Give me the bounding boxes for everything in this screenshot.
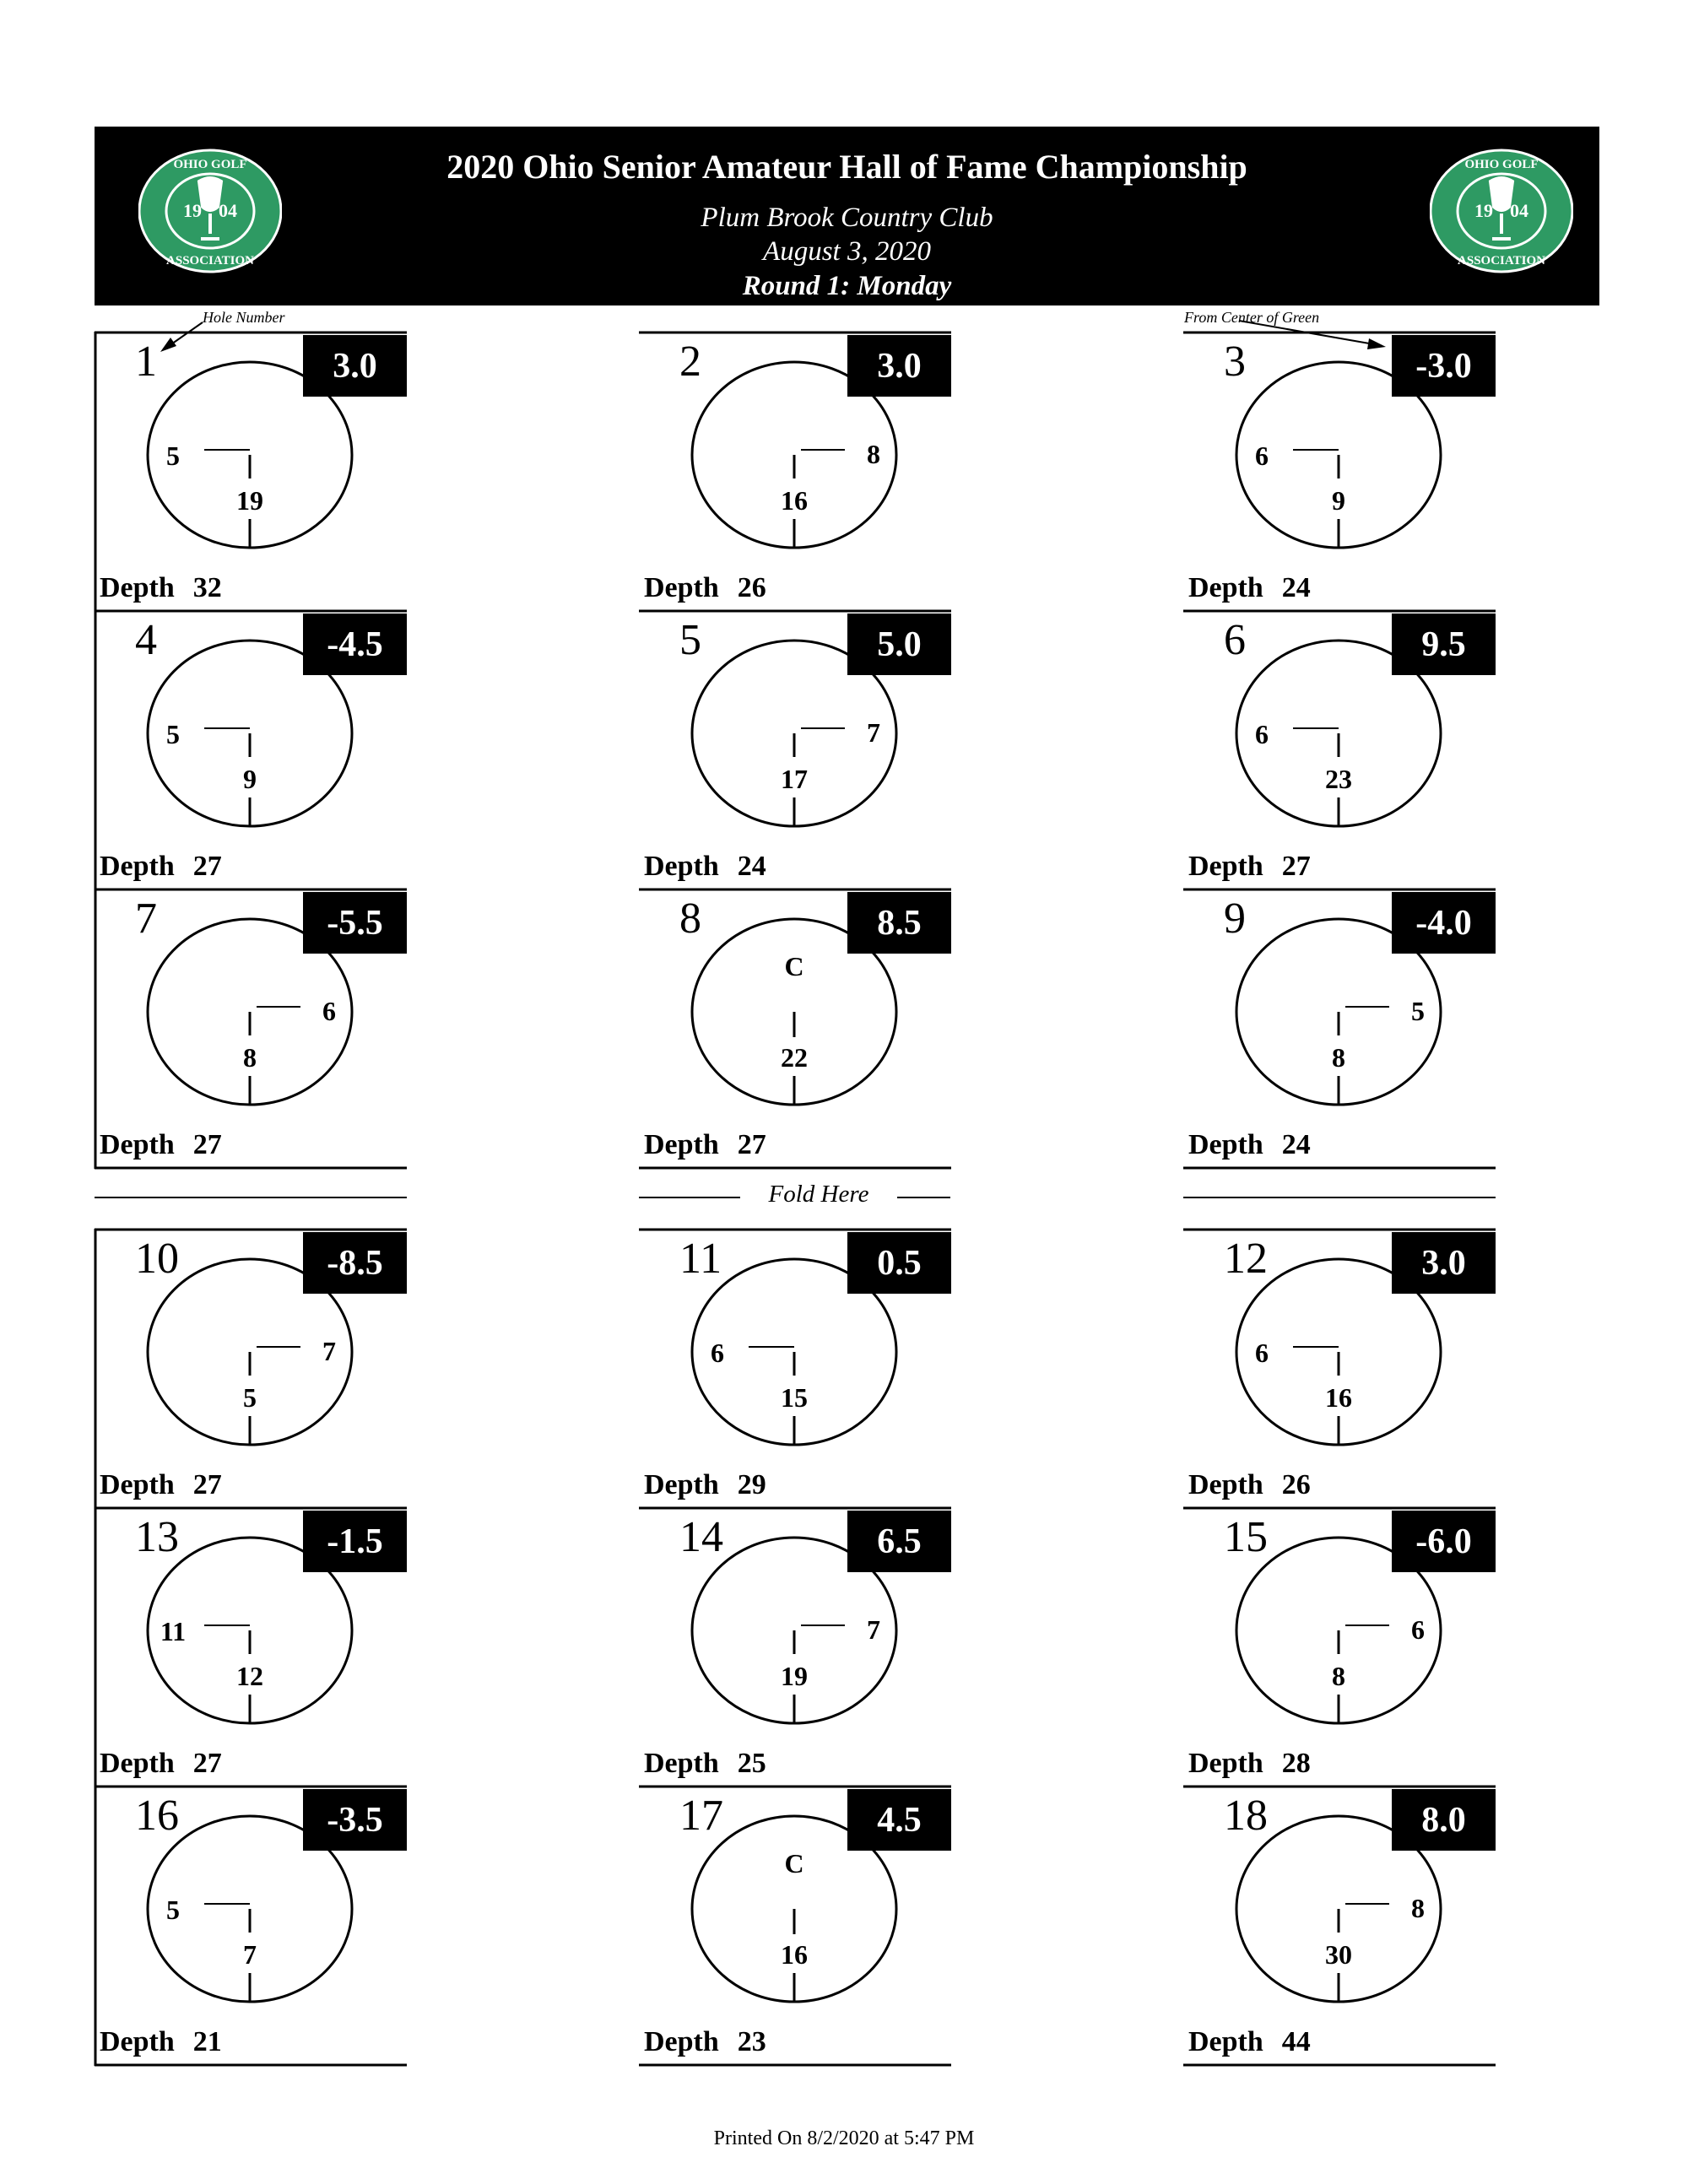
hole-number: 6 bbox=[1224, 616, 1246, 664]
pin-center-marker: C bbox=[784, 1848, 804, 1879]
hole-card bbox=[639, 1507, 951, 1787]
hole-card bbox=[639, 1229, 951, 1509]
depth-value: 27 bbox=[192, 1469, 222, 1500]
pin-offset-value: 3.0 bbox=[303, 335, 407, 397]
green-depth bbox=[1188, 1748, 1311, 1780]
depth-label: Depth bbox=[644, 1748, 719, 1779]
pin-offset-value: 5.0 bbox=[847, 614, 951, 675]
pin-front-distance: 7 bbox=[243, 1939, 257, 1970]
pin-offset-value: 6.5 bbox=[847, 1511, 951, 1572]
depth-label: Depth bbox=[1188, 1469, 1263, 1500]
hole-number: 2 bbox=[679, 338, 701, 386]
depth-label: Depth bbox=[644, 2026, 719, 2057]
pin-front-distance: 16 bbox=[781, 485, 808, 516]
green-depth bbox=[100, 1129, 222, 1161]
depth-value: 26 bbox=[737, 572, 766, 603]
pin-front-distance: 5 bbox=[243, 1382, 257, 1413]
depth-label: Depth bbox=[1188, 1129, 1263, 1160]
hole-number: 18 bbox=[1224, 1792, 1268, 1840]
hole-number: 3 bbox=[1224, 338, 1246, 386]
hole-number: 13 bbox=[135, 1513, 179, 1561]
pin-horizontal-value: 6 bbox=[1411, 1614, 1425, 1645]
depth-label: Depth bbox=[100, 1129, 175, 1160]
depth-value: 24 bbox=[1281, 572, 1311, 603]
hole-card bbox=[95, 610, 407, 890]
hole-number: 14 bbox=[679, 1513, 723, 1561]
depth-label: Depth bbox=[644, 1469, 719, 1500]
pin-front-distance: 22 bbox=[781, 1042, 808, 1073]
hole-card bbox=[95, 332, 407, 612]
green-depth bbox=[644, 2026, 766, 2058]
svg-text:OHIO GOLF: OHIO GOLF bbox=[1464, 158, 1539, 171]
depth-label: Depth bbox=[100, 2026, 175, 2057]
pin-offset-value: -3.0 bbox=[1392, 335, 1496, 397]
pin-offset-value: 0.5 bbox=[847, 1232, 951, 1294]
pin-horizontal-value: 6 bbox=[1255, 1338, 1269, 1368]
pin-horizontal-value: 8 bbox=[1411, 1893, 1425, 1923]
pin-horizontal-value: 7 bbox=[322, 1336, 336, 1366]
hole-number: 1 bbox=[135, 338, 157, 386]
pin-offset-value: -4.0 bbox=[1392, 892, 1496, 954]
pin-front-distance: 17 bbox=[781, 764, 808, 794]
svg-text:ASSOCIATION: ASSOCIATION bbox=[1458, 254, 1545, 268]
hole-card bbox=[1183, 1786, 1496, 2066]
hole-card bbox=[1183, 332, 1496, 612]
fold-line bbox=[1183, 1197, 1496, 1198]
pin-front-distance: 30 bbox=[1325, 1939, 1352, 1970]
depth-label: Depth bbox=[644, 1129, 719, 1160]
hole-card bbox=[95, 889, 407, 1169]
depth-value: 32 bbox=[192, 572, 222, 603]
pin-front-distance: 9 bbox=[1332, 485, 1345, 516]
svg-text:OHIO GOLF: OHIO GOLF bbox=[173, 158, 247, 171]
hole-card bbox=[639, 889, 951, 1169]
hole-card bbox=[639, 1786, 951, 2066]
depth-value: 29 bbox=[737, 1469, 766, 1500]
depth-value: 27 bbox=[737, 1129, 766, 1160]
pin-offset-value: 9.5 bbox=[1392, 614, 1496, 675]
pin-horizontal-value: 5 bbox=[166, 719, 180, 749]
hole-card bbox=[1183, 1229, 1496, 1509]
pin-offset-value: -8.5 bbox=[303, 1232, 407, 1294]
hole-card bbox=[95, 1229, 407, 1509]
hole-number: 7 bbox=[135, 895, 157, 943]
pin-offset-value: -1.5 bbox=[303, 1511, 407, 1572]
pin-front-distance: 8 bbox=[243, 1042, 257, 1073]
pin-horizontal-value: 6 bbox=[322, 996, 336, 1026]
pin-front-distance: 9 bbox=[243, 764, 257, 794]
hole-card bbox=[639, 332, 951, 612]
pin-offset-value: 8.0 bbox=[1392, 1789, 1496, 1851]
from-center-annotation: From Center of Green bbox=[1184, 309, 1320, 326]
pin-horizontal-value: 6 bbox=[1255, 719, 1269, 749]
depth-label: Depth bbox=[1188, 1748, 1263, 1779]
depth-value: 27 bbox=[1281, 851, 1311, 882]
green-depth bbox=[644, 1748, 766, 1780]
hole-card bbox=[1183, 610, 1496, 890]
pin-horizontal-value: 5 bbox=[166, 441, 180, 471]
green-depth bbox=[644, 1469, 766, 1501]
hole-number: 10 bbox=[135, 1235, 179, 1283]
svg-text:ASSOCIATION: ASSOCIATION bbox=[166, 254, 254, 268]
green-depth bbox=[1188, 572, 1311, 604]
green-depth bbox=[100, 572, 222, 604]
svg-text:04: 04 bbox=[219, 200, 237, 221]
hole-number: 8 bbox=[679, 895, 701, 943]
pin-offset-value: -5.5 bbox=[303, 892, 407, 954]
pin-horizontal-value: 8 bbox=[867, 439, 880, 469]
hole-card bbox=[1183, 1507, 1496, 1787]
green-depth bbox=[644, 1129, 766, 1161]
green-depth bbox=[100, 2026, 222, 2058]
green-depth bbox=[100, 1748, 222, 1780]
pin-front-distance: 16 bbox=[1325, 1382, 1352, 1413]
pin-front-distance: 8 bbox=[1332, 1042, 1345, 1073]
pin-horizontal-value: 7 bbox=[867, 717, 880, 748]
hole-number-annotation: Hole Number bbox=[203, 309, 285, 326]
pin-offset-value: -4.5 bbox=[303, 614, 407, 675]
depth-value: 27 bbox=[192, 851, 222, 882]
green-depth bbox=[644, 851, 766, 883]
pin-offset-value: 3.0 bbox=[847, 335, 951, 397]
hole-number: 4 bbox=[135, 616, 157, 664]
depth-label: Depth bbox=[100, 851, 175, 882]
tournament-title: 2020 Ohio Senior Amateur Hall of Fame Championship bbox=[446, 148, 1247, 186]
pin-offset-value: 3.0 bbox=[1392, 1232, 1496, 1294]
depth-value: 44 bbox=[1281, 2026, 1311, 2057]
printed-on-timestamp: Printed On 8/2/2020 at 5:47 PM bbox=[713, 2127, 975, 2149]
pin-offset-value: 4.5 bbox=[847, 1789, 951, 1851]
depth-label: Depth bbox=[644, 572, 719, 603]
pin-offset-value: 8.5 bbox=[847, 892, 951, 954]
svg-text:04: 04 bbox=[1510, 200, 1528, 221]
depth-value: 21 bbox=[192, 2026, 222, 2057]
hole-number: 17 bbox=[679, 1792, 723, 1840]
depth-label: Depth bbox=[1188, 572, 1263, 603]
pin-horizontal-value: 6 bbox=[1255, 441, 1269, 471]
pin-offset-value: -3.5 bbox=[303, 1789, 407, 1851]
depth-value: 26 bbox=[1281, 1469, 1311, 1500]
depth-value: 27 bbox=[192, 1129, 222, 1160]
event-date: August 3, 2020 bbox=[763, 236, 931, 267]
pin-front-distance: 19 bbox=[236, 485, 263, 516]
svg-text:19: 19 bbox=[183, 200, 202, 221]
fold-line bbox=[639, 1197, 740, 1198]
hole-number: 12 bbox=[1224, 1235, 1268, 1283]
green-depth bbox=[1188, 1129, 1311, 1161]
pin-front-distance: 23 bbox=[1325, 764, 1352, 794]
pin-horizontal-value: 5 bbox=[166, 1895, 180, 1925]
hole-card bbox=[639, 610, 951, 890]
hole-number: 5 bbox=[679, 616, 701, 664]
pin-offset-value: -6.0 bbox=[1392, 1511, 1496, 1572]
green-depth bbox=[100, 1469, 222, 1501]
depth-value: 24 bbox=[1281, 1129, 1311, 1160]
fold-line bbox=[95, 1197, 407, 1198]
green-depth bbox=[100, 851, 222, 883]
depth-value: 25 bbox=[737, 1748, 766, 1779]
green-depth bbox=[1188, 1469, 1311, 1501]
green-depth bbox=[1188, 2026, 1311, 2058]
hole-card bbox=[95, 1786, 407, 2066]
green-depth bbox=[644, 572, 766, 604]
depth-value: 23 bbox=[737, 2026, 766, 2057]
pin-front-distance: 19 bbox=[781, 1661, 808, 1691]
pin-front-distance: 16 bbox=[781, 1939, 808, 1970]
pin-front-distance: 8 bbox=[1332, 1661, 1345, 1691]
pin-horizontal-value: 5 bbox=[1411, 996, 1425, 1026]
depth-value: 27 bbox=[192, 1748, 222, 1779]
hole-number: 15 bbox=[1224, 1513, 1268, 1561]
pin-horizontal-value: 7 bbox=[867, 1614, 880, 1645]
depth-value: 24 bbox=[737, 851, 766, 882]
pin-front-distance: 15 bbox=[781, 1382, 808, 1413]
svg-text:19: 19 bbox=[1474, 200, 1493, 221]
hole-number: 11 bbox=[679, 1235, 722, 1283]
depth-label: Depth bbox=[100, 1469, 175, 1500]
depth-label: Depth bbox=[1188, 2026, 1263, 2057]
pin-front-distance: 12 bbox=[236, 1661, 263, 1691]
course-name: Plum Brook Country Club bbox=[701, 203, 993, 233]
fold-line bbox=[897, 1197, 950, 1198]
depth-label: Depth bbox=[100, 572, 175, 603]
hole-card bbox=[95, 1507, 407, 1787]
depth-label: Depth bbox=[644, 851, 719, 882]
pin-horizontal-value: 6 bbox=[711, 1338, 724, 1368]
round-label: Round 1: Monday bbox=[742, 271, 952, 301]
depth-label: Depth bbox=[100, 1748, 175, 1779]
hole-number: 16 bbox=[135, 1792, 179, 1840]
pin-center-marker: C bbox=[784, 951, 804, 981]
depth-value: 28 bbox=[1281, 1748, 1311, 1779]
pin-horizontal-value: 11 bbox=[160, 1616, 187, 1646]
fold-here-label: Fold Here bbox=[768, 1181, 869, 1208]
hole-card bbox=[1183, 889, 1496, 1169]
hole-number: 9 bbox=[1224, 895, 1246, 943]
green-depth bbox=[1188, 851, 1311, 883]
depth-label: Depth bbox=[1188, 851, 1263, 882]
